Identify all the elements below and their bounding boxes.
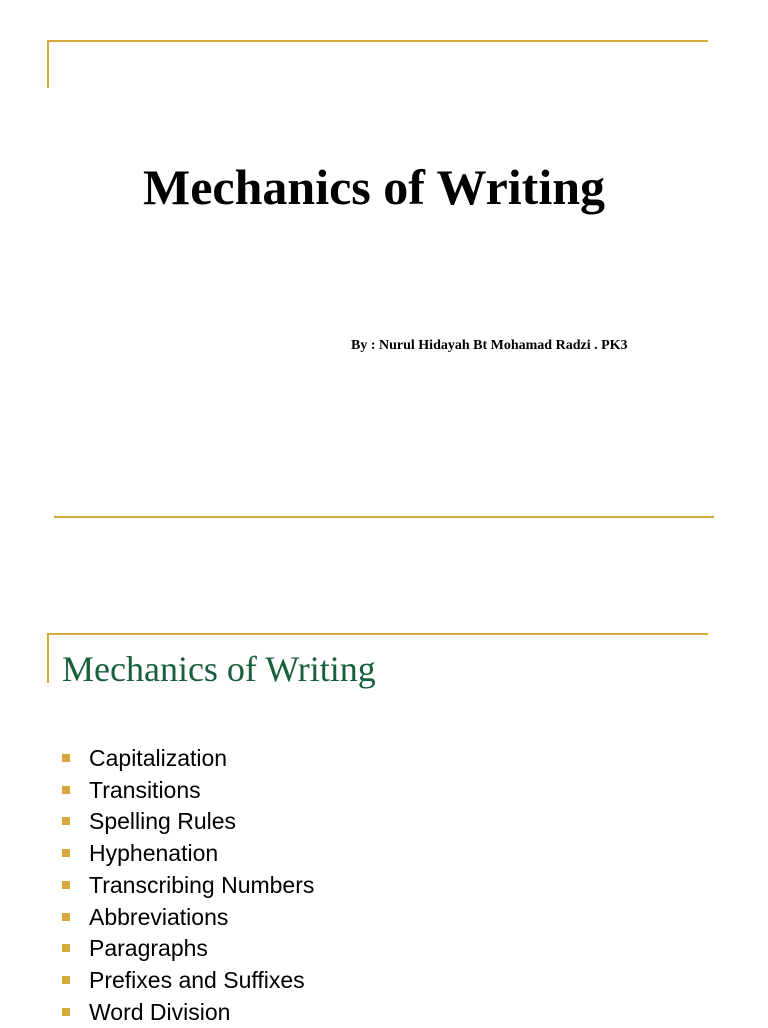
slide-frame-left-line [47,40,49,88]
list-item [62,774,314,806]
list-item-label: Word Division [89,998,231,1025]
list-item-label: Capitalization [89,744,228,771]
slide-frame-left-line [47,633,49,683]
list-item-label: Prefixes and Suffixes [89,967,305,994]
square-bullet-icon [62,1008,70,1016]
topic-list [62,742,314,1028]
square-bullet-icon [62,754,70,762]
slide-frame-top-line [47,40,708,42]
list-item [62,933,314,965]
list-item [62,901,314,933]
square-bullet-icon [62,881,70,889]
slide-heading: Mechanics of Writing [62,649,376,689]
list-item-label: Paragraphs [89,935,208,962]
list-item [62,837,314,869]
square-bullet-icon [62,849,70,857]
content-slide [0,560,768,1024]
list-item-label: Transitions [89,776,201,803]
author-byline: By : Nurul Hidayah Bt Mohamad Radzi . PK3 [351,338,628,353]
slide-frame-top-line [47,633,708,635]
list-item [62,996,314,1028]
list-item [62,869,314,901]
list-item [62,964,314,996]
square-bullet-icon [62,976,70,984]
square-bullet-icon [62,944,70,952]
square-bullet-icon [62,786,70,794]
list-item-label: Hyphenation [89,840,219,867]
list-item-label: Abbreviations [89,903,229,930]
slide-divider-line [54,516,714,518]
square-bullet-icon [62,817,70,825]
slide-title: Mechanics of Writing [143,159,606,215]
list-item-label: Transcribing Numbers [89,871,315,898]
list-item [62,742,314,774]
square-bullet-icon [62,913,70,921]
list-item [62,806,314,838]
list-item-label: Spelling Rules [89,808,237,835]
